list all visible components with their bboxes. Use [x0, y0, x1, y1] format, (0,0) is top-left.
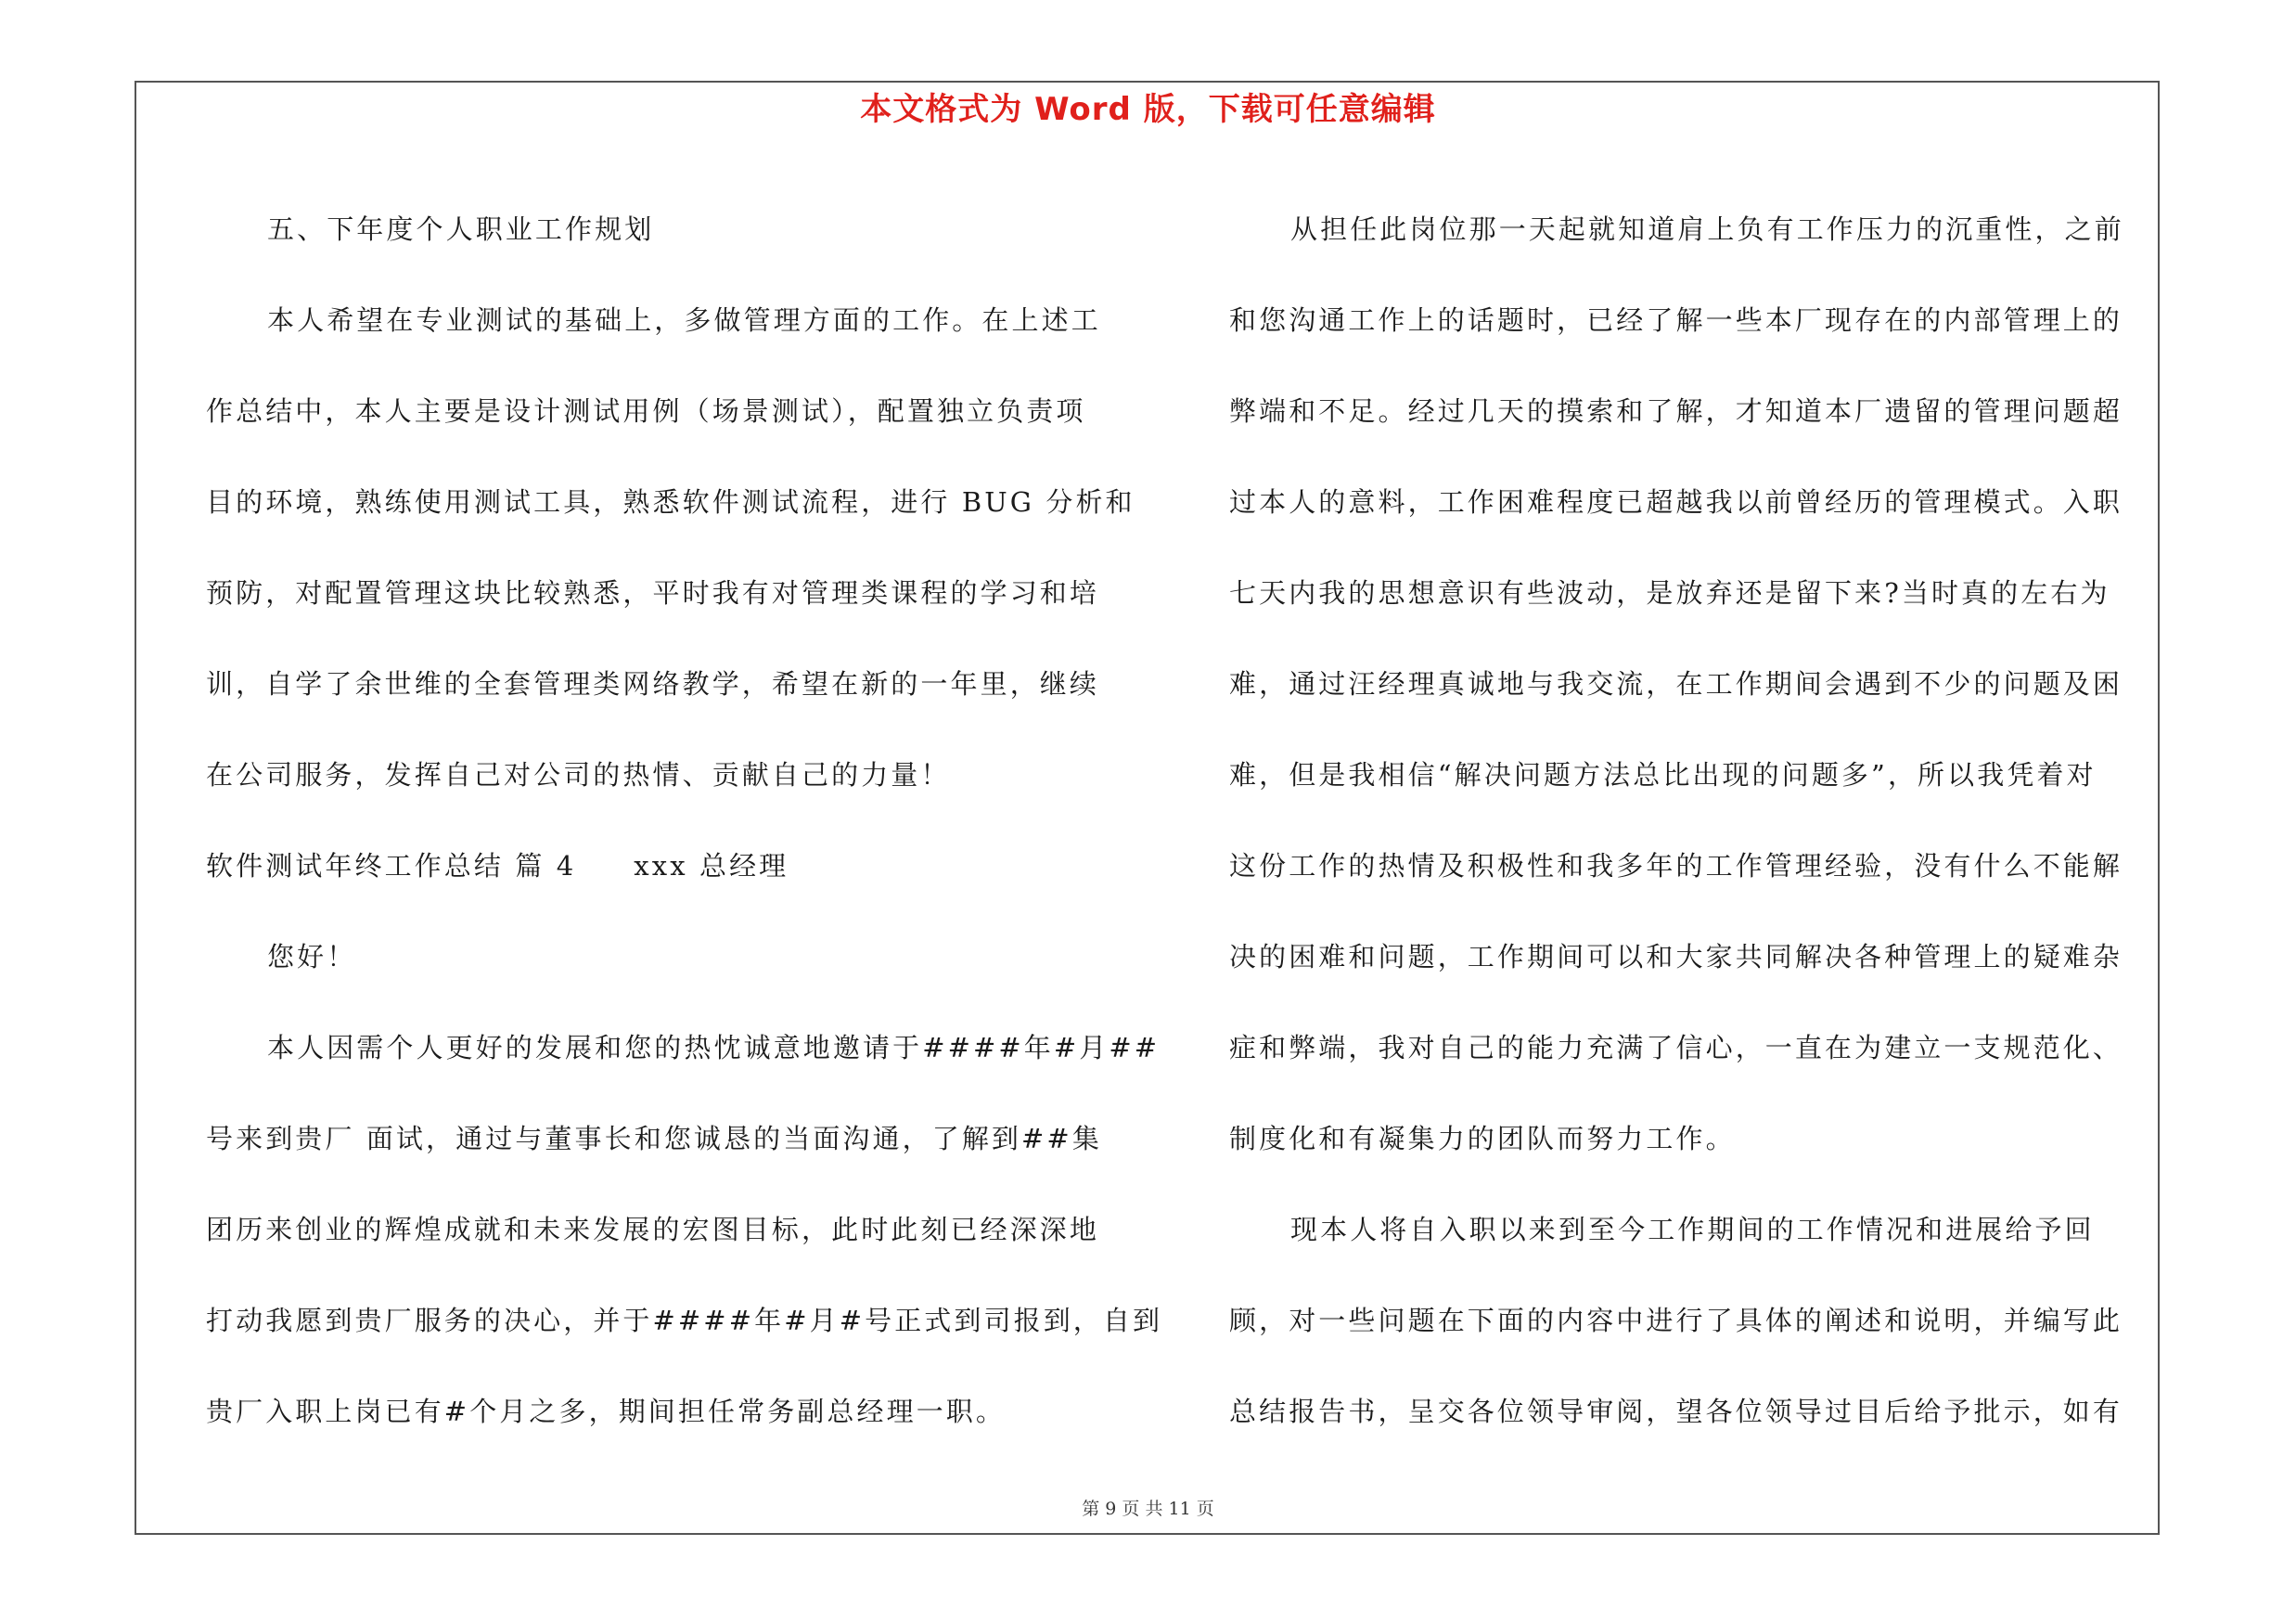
paragraph-line: 预防，对配置管理这块比较熟悉，平时我有对管理类课程的学习和培: [206, 577, 1100, 609]
paragraph-line: 制度化和有凝集力的团队而努力工作。: [1229, 1123, 1736, 1154]
left-column: [206, 184, 1163, 1457]
paragraph-line: 顾，对一些问题在下面的内容中进行了具体的阐述和说明，并编写此: [1229, 1305, 2123, 1336]
paragraph-line: 本人因需个人更好的发展和您的热忱诚意地邀请于####年#月##: [267, 1032, 1161, 1063]
paragraph-line: 难，但是我相信“解决问题方法总比出现的问题多”，所以我凭着对: [1229, 759, 2097, 791]
paragraph-line: 总结报告书，呈交各位领导审阅，望各位领导过目后给予批示，如有: [1229, 1396, 2123, 1427]
paragraph-line: 过本人的意料，工作困难程度已超越我以前曾经历的管理模式。入职: [1229, 486, 2123, 518]
paragraph-line: 现本人将自入职以来到至今工作期间的工作情况和进展给予回: [1290, 1214, 2095, 1245]
paragraph-line: 贵厂入职上岗已有#个月之多，期间担任常务副总经理一职。: [206, 1396, 1006, 1427]
paragraph-line: 从担任此岗位那一天起就知道肩上负有工作压力的沉重性，之前: [1290, 213, 2124, 245]
paragraph-line: 目的环境，熟练使用测试工具，熟悉软件测试流程，进行 BUG 分析和: [206, 486, 1135, 518]
paragraph-line: 七天内我的思想意识有些波动，是放弃还是留下来?当时真的左右为: [1229, 577, 2110, 609]
paragraph-line: 本人希望在专业测试的基础上，多做管理方面的工作。在上述工: [267, 304, 1101, 336]
paragraph-line: 决的困难和问题，工作期间可以和大家共同解决各种管理上的疑难杂: [1229, 941, 2123, 973]
paragraph-line: 团历来创业的辉煌成就和未来发展的宏图目标，此时此刻已经深深地: [206, 1214, 1100, 1245]
paragraph-line: 作总结中，本人主要是设计测试用例（场景测试），配置独立负责项: [206, 395, 1086, 427]
article-title-line: [206, 820, 1130, 911]
paragraph-line: 打动我愿到贵厂服务的决心，并于####年#月#号正式到司报到，自到: [206, 1305, 1163, 1336]
format-banner: 本文格式为 Word 版，下载可任意编辑: [860, 91, 1436, 128]
paragraph-line: 这份工作的热情及积极性和我多年的工作管理经验，没有什么不能解: [1229, 850, 2123, 882]
section-heading: 五、下年度个人职业工作规划: [267, 213, 655, 245]
page-number: 第 9 页 共 11 页: [1082, 1499, 1214, 1519]
paragraph-line: 难，通过汪经理真诚地与我交流，在工作期间会遇到不少的问题及困: [1229, 668, 2123, 700]
paragraph-line: 号来到贵厂 面试，通过与董事长和您诚恳的当面沟通，了解到##集: [206, 1123, 1102, 1154]
right-column: [1229, 184, 2153, 1457]
greeting: 您好！: [267, 941, 357, 973]
addressee: xxx 总经理: [634, 850, 789, 882]
article-title: 软件测试年终工作总结 篇 4: [206, 850, 577, 882]
paragraph-line: 症和弊端，我对自己的能力充满了信心，一直在为建立一支规范化、: [1229, 1032, 2123, 1063]
paragraph-line: 弊端和不足。经过几天的摸索和了解，才知道本厂遗留的管理问题超: [1229, 395, 2123, 427]
paragraph-line: 训，自学了余世维的全套管理类网络教学，希望在新的一年里，继续: [206, 668, 1100, 700]
paragraph-line: 和您沟通工作上的话题时，已经了解一些本厂现存在的内部管理上的: [1229, 304, 2123, 336]
paragraph-line: 在公司服务，发挥自己对公司的热情、贡献自己的力量！: [206, 759, 951, 791]
